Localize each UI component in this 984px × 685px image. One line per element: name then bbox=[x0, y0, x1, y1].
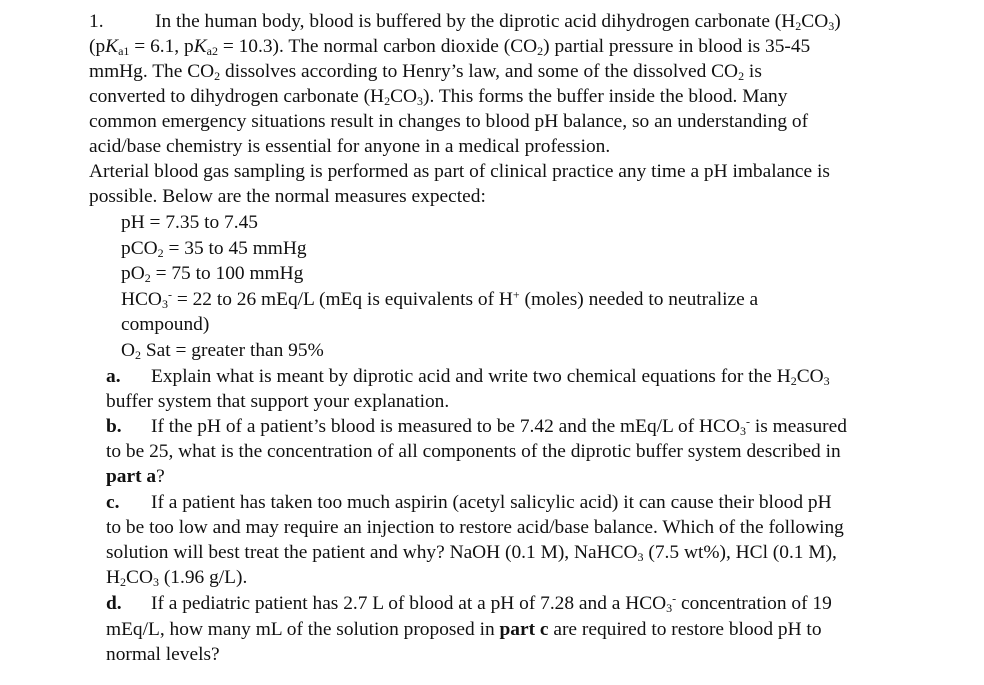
intro-line-8: possible. Below are the normal measures expected: bbox=[89, 186, 486, 207]
part-a-label: a. bbox=[106, 366, 121, 387]
part-c-label: c. bbox=[106, 492, 120, 513]
part-a-line-2: buffer system that support your explanation. bbox=[106, 391, 450, 412]
measure-pco2: pCO$_2$ = 35 to 45 mmHg bbox=[121, 238, 307, 260]
part-c-line-4: $H_2CO_3$ (1.96 g/L). bbox=[106, 567, 248, 589]
part-a-line-1: a. Explain what is meant by diprotic acid and write two chemical equations for the $H_2CO_3$ bbox=[106, 366, 830, 388]
part-b-line-3: part a? bbox=[106, 466, 165, 487]
part-d-label: d. bbox=[106, 593, 122, 614]
part-c-line-3: solution will best treat the patient and why? NaOH (0.1 M), NaHCO$_3$ (7.5 wt%), HCl (0.1 M), bbox=[106, 542, 837, 564]
intro-line-1: 1. In the human body, blood is buffered by the diprotic acid dihydrogen carbonate $(H_2CO_3)$ bbox=[89, 11, 841, 33]
measure-o2-sat: $O_2$ Sat = greater than 95% bbox=[121, 340, 324, 362]
part-b-line-1: b. If the pH of a patient’s blood is measured to be 7.42 and the mEq/L of $HCO_3^-$ is measured bbox=[106, 414, 847, 438]
part-b-line-2: to be 25, what is the concentration of all components of the diprotic buffer system described in bbox=[106, 441, 841, 462]
measure-hco3-cont: compound) bbox=[121, 314, 210, 335]
part-d-line-3: normal levels? bbox=[106, 644, 220, 665]
part-d-line-2: mEq/L, how many mL of the solution proposed in part c are required to restore blood pH to bbox=[106, 619, 822, 640]
intro-line-3: mmHg. The $CO_2$ dissolves according to Henry’s law, and some of the dissolved $CO_2$ is bbox=[89, 61, 762, 83]
part-c-line-1: c. If a patient has taken too much aspirin (acetyl salicylic acid) it can cause their blood pH bbox=[106, 492, 832, 513]
measure-ph: pH = 7.35 to 7.45 bbox=[121, 212, 258, 233]
part-d-line-1: d. If a pediatric patient has 2.7 L of blood at a pH of 7.28 and a $HCO_3^-$ concentration of 19 bbox=[106, 591, 832, 615]
intro-line-4: converted to dihydrogen carbonate $(H_2CO_3)$. This forms the buffer inside the blood. Many bbox=[89, 86, 788, 108]
intro-line-5: common emergency situations result in changes to blood pH balance, so an understanding of bbox=[89, 111, 809, 132]
intro-line-6: acid/base chemistry is essential for anyone in a medical profession. bbox=[89, 136, 611, 157]
intro-line-7: Arterial blood gas sampling is performed as part of clinical practice any time a pH imbalance is bbox=[89, 161, 830, 182]
measure-po2: $pO_2 = 75$ to 100 mmHg bbox=[121, 263, 304, 285]
question-number: 1. bbox=[89, 11, 104, 32]
part-c-line-2: to be too low and may require an injection to restore acid/base balance. Which of the following bbox=[106, 517, 844, 538]
intro-line-2: ($pK_{a1} = 6.1$, $pK_{a2} = 10.3$). The normal carbon dioxide $(CO_2)$ partial pressure in blood is 35-45 bbox=[89, 36, 811, 58]
part-b-label: b. bbox=[106, 416, 122, 437]
measure-hco3: $HCO_3^- = 22$ to 26 mEq/L (mEq is equivalents of H+ (moles) needed to neutralize a bbox=[121, 287, 759, 311]
